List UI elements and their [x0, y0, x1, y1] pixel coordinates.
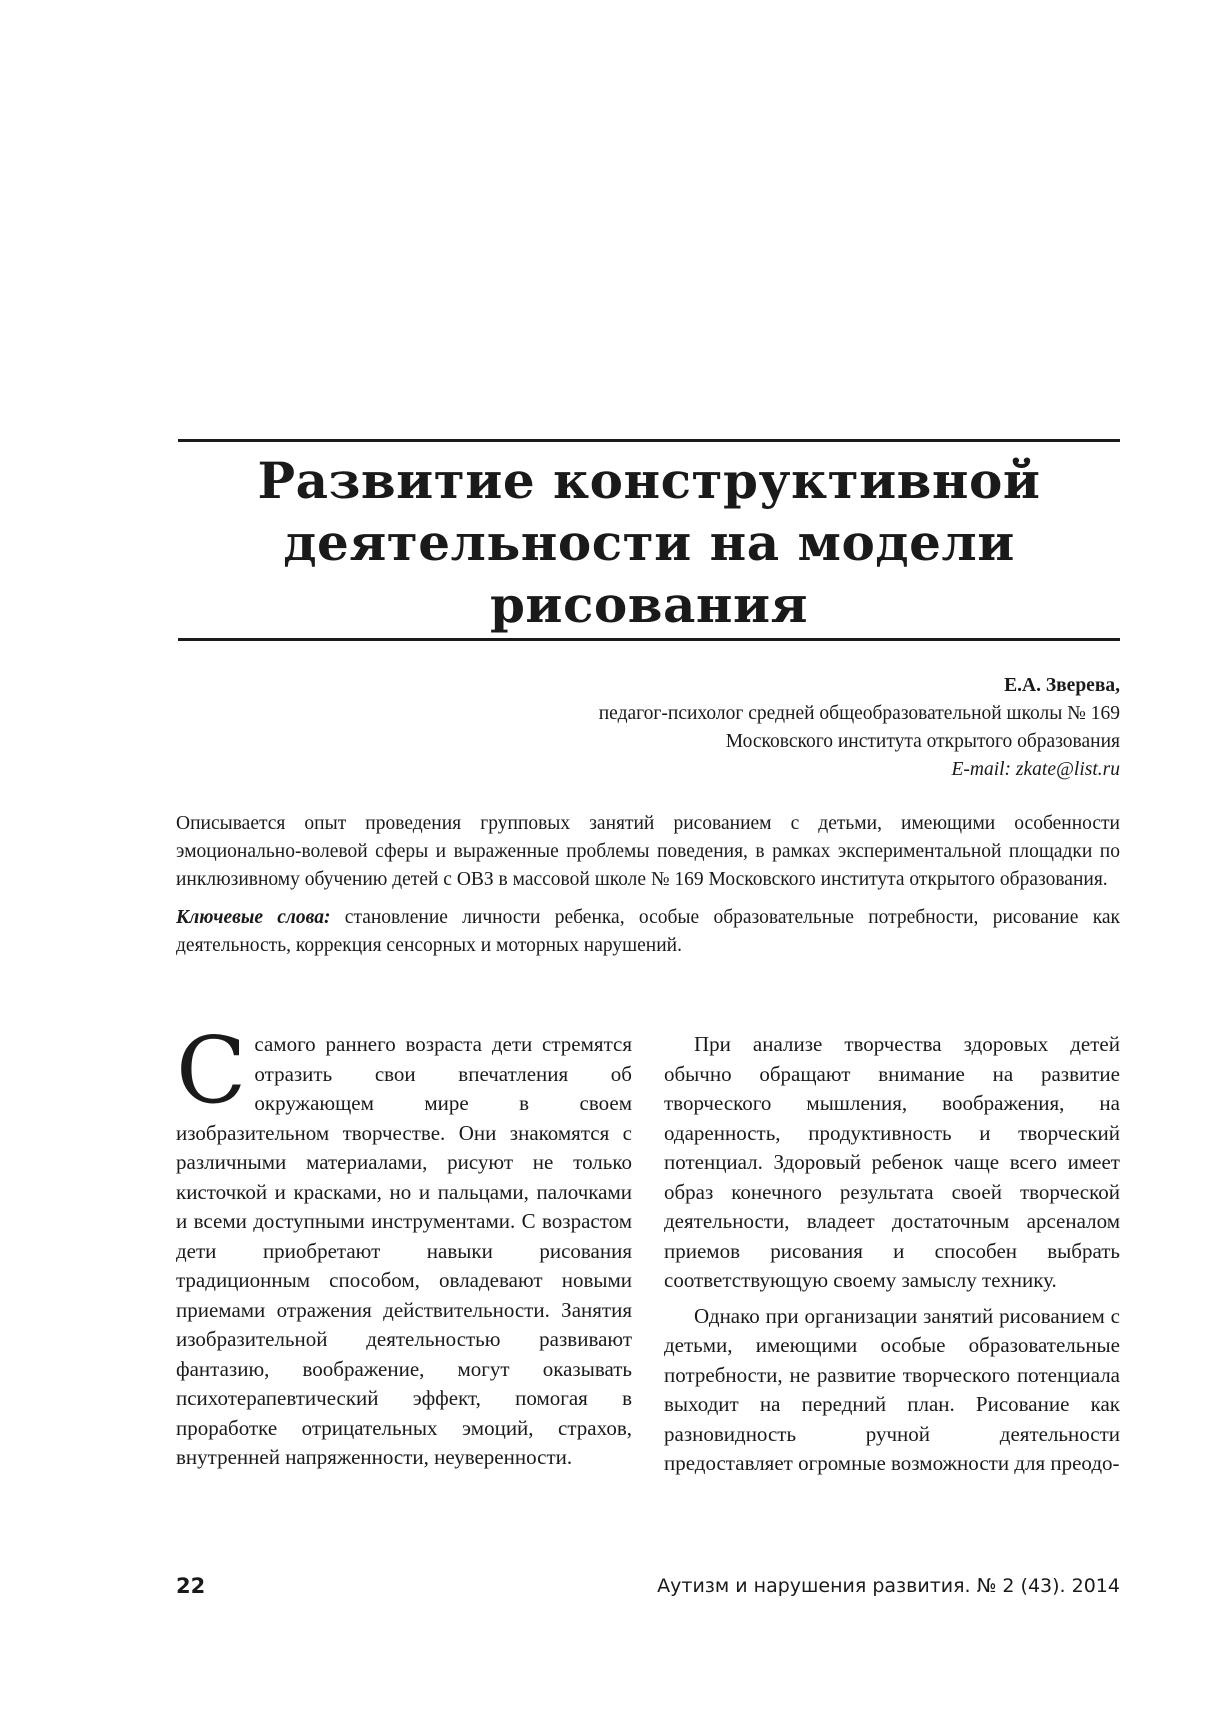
title-top-rule	[178, 439, 1120, 442]
author-position-line-2: Московского института открытого образования	[725, 731, 1120, 752]
title-line-1: Развитие конструктивной	[257, 451, 1041, 510]
right-paragraph-1: При анализе творчества здоровых детей обычно обращают внимание на развитие творческого мышления, воображения, на одаренность, продуктивность и творческий потенциал. Здоровый ребенок чаще всего имеет образ конечного результата своей творческой деятельности, владеет достаточным арсеналом приемов рисования и способен выбрать соответствующую своему замыслу технику.	[664, 1032, 1120, 1292]
title-bottom-rule	[178, 638, 1120, 641]
keywords-label: Ключевые слова:	[176, 907, 331, 928]
title-line-3: рисования	[489, 575, 809, 634]
title-line-2: деятельности на модели	[283, 513, 1015, 572]
page-number: 22	[176, 1574, 206, 1598]
author-block	[599, 672, 1120, 784]
left-paragraph	[176, 1017, 632, 1473]
right-paragraph-2: Однако при организации занятий рисованием с детьми, имеющими особые образовательные потребности, не развитие творческого потенциала выходит на передний план. Рисование как разновидность ручной деятельности предоставляет огромные возможности для преодо-	[664, 1303, 1120, 1475]
keywords-text: становление личности ребенка, особые образовательные потребности, рисование как деятельность, коррекция сенсорных и моторных нарушений.	[176, 907, 1120, 956]
author-name: Е.А. Зверева,	[1004, 675, 1120, 696]
abstract-text: Описывается опыт проведения групповых занятий рисованием с детьми, имеющими особенности эмоционально-волевой сферы и выраженные проблемы поведения, в рамках экспериментальной площадки по инклюзивному обучению детей с ОВЗ в массовой школе № 169 Московского института открытого образования.	[176, 813, 1120, 890]
author-position-line-1: педагог-психолог средней общеобразовательной школы № 169	[598, 703, 1120, 724]
body-column-right	[664, 1030, 1120, 1479]
journal-footer: Аутизм и нарушения развития. № 2 (43). 2014	[657, 1575, 1120, 1597]
left-paragraph-text: самого раннего возраста дети стремятся отразить свои впечатления об окружающем мире в своем изобразительном творчестве. Они знакомятся с различными материалами, рисуют не только кисточкой и красками, но и пальцами, палочками и всеми доступными инструментами. С возрастом дети приобретают навыки рисования традиционным способом, овладевают новыми приемами отражения действительности. Занятия изобразительной деятельностью развивают фантазию, воображение, могут оказывать психотерапевтический эффект, помогая в проработке отрицательных эмоций, страхов, внутренней напряженности, неуверенности.	[176, 1032, 632, 1469]
body-column-left	[176, 1017, 632, 1473]
article-title	[178, 450, 1120, 636]
keywords	[176, 904, 1120, 960]
drop-cap: С	[176, 1017, 247, 1124]
author-email: E-mail: zkate@list.ru	[951, 759, 1120, 780]
abstract-block	[176, 810, 1120, 960]
